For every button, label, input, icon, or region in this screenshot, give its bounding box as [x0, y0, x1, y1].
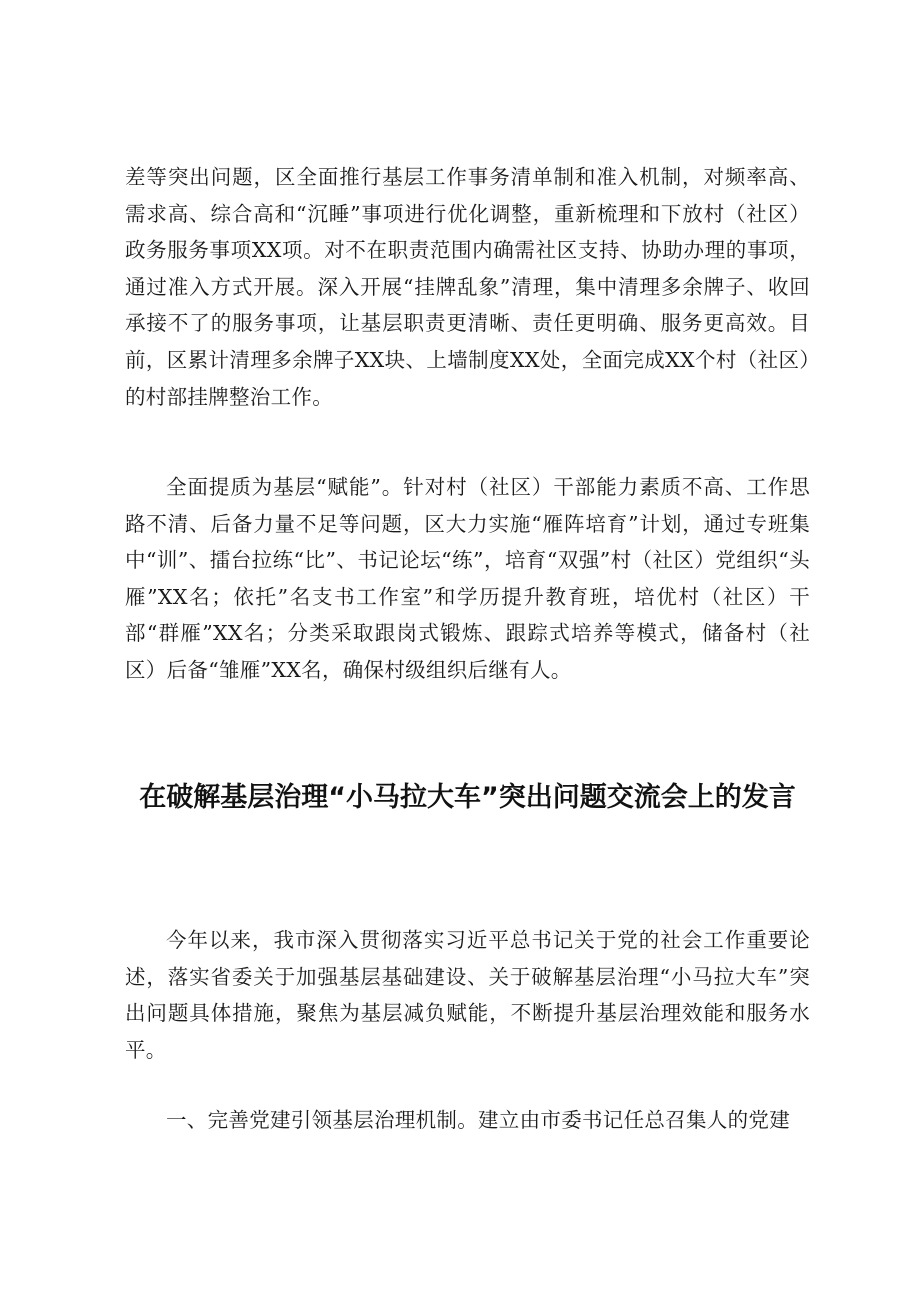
body-paragraph-3: 今年以来，我市深入贯彻落实习近平总书记关于党的社会工作重要论述，落实省委关于加强基层基础建设、关于破解基层治理“小马拉大车”突出问题具体措施，聚焦为基层减负赋能，不断提升基层治理效能和服务水平。	[125, 928, 810, 1062]
document-title: 在破解基层治理“小马拉大车”突出问题交流会上的发言	[139, 782, 796, 813]
body-paragraph-2: 全面提质为基层“赋能”。针对村（社区）干部能力素质不高、工作思路不清、后备力量不足等问题，区大力实施“雁阵培育”计划，通过专班集中“训”、擂台拉练“比”、书记论坛“练”，培育“双强”村（社区）党组织“头雁”XX名；依托”名支书工作室”和学历提升教育班，培优村（社区）干部“群雁”XX名；分类采取跟岗式锻炼、跟踪式培养等模式，储备村（社区）后备“雏雁”XX名，确保村级组织后继有人。	[125, 475, 810, 682]
body-paragraph-1: 差等突出问题，区全面推行基层工作事务清单制和准入机制，对频率高、需求高、综合高和“沉睡”事项进行优化调整，重新梳理和下放村（社区）政务服务事项XX项。对不在职责范围内确需社区支持、协助办理的事项，通过准入方式开展。深入开展“挂牌乱象”清理，集中清理多余牌子、收回承接不了的服务事项，让基层职责更清晰、责任更明确、服务更高效。目前，区累计清理多余牌子XX块、上墙制度XX处，全面完成XX个村（社区）的村部挂牌整治工作。	[125, 165, 810, 409]
body-paragraph-4: 一、完善党建引领基层治理机制。建立由市委书记任总召集人的党建	[166, 1108, 790, 1132]
